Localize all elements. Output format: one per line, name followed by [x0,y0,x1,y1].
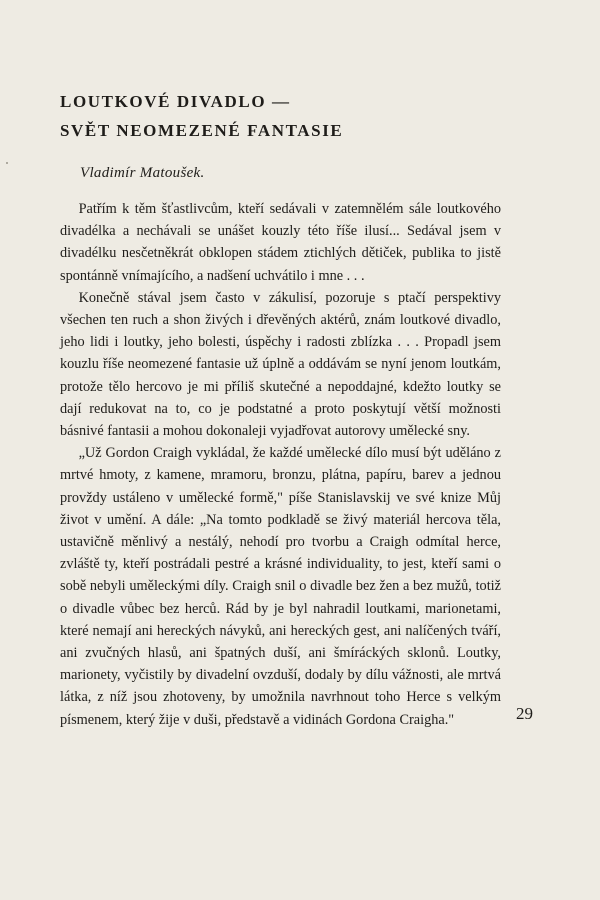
paragraph-2: Konečně stával jsem často v zákulisí, pozoruje s ptačí perspektivy všechen ten ruch a shon živých i dřevěných aktérů, znám loutkové divadlo, jeho lidi i loutky, jeho bolesti, úspěchy i radosti zblízka . . . Propadl jsem kouzlu říše neomezené fantasie už úplně a oddávám se nyní jenom loutkám, protože tělo hercovo je mi příliš skutečné a nepoddajné, kdežto loutky se dají redukovat na to, co je podstatné a proto poskytují větší možnosti básnivé fantasii a mohou dokonaleji vyjadřovat autorovy umělecké sny. [60,289,501,440]
author-name: Vladimír Matoušek. [80,165,205,181]
paragraph-1: Patřím k těm šťastlivcům, kteří sedávali v zatemnělém sále loutkového divadélka a nechávali se unášet kouzly této říše ilusí... Sedával jsem v divadélku nesčetněkrát obklopen stádem ztichlých dětiček, publika to jistě spontánně vnímajícího, a nadšení uchvátilo i mne . . . [60,201,501,284]
article-body [60,198,501,731]
page-number: 29 [516,704,533,723]
paragraph-3: „Už Gordon Craigh vykládal, že každé umělecké dílo musí být uděláno z mrtvé hmoty, z kamene, mramoru, bronzu, plátna, papíru, barev a jednou provždy ustáleno v umělecké formě," píše Stanislavskij ve své knize Můj život v umění. A dále: „Na tomto podkladě se živý materiál hercova těla, ustavičně měnlivý a nestálý, nehodí pro tvorbu a Craigh odmítal herce, zvláště ty, kteří postrádali pestré a krásné individuality, to jest, kteří sami o sobě nebyli uměleckými díly. Craigh snil o divadle bez žen a bez mužů, totiž o divadle vůbec bez herců. Rád by je byl nahradil loutkami, marionetami, které nemají ani hereckých návyků, ani hereckých gest, ani nalíčených tváří, ani zvučných hlasů, ani špatných duší, ani šmíráckých sklonů. Loutky, marionety, vyčistily by divadelní ovzduší, dodaly by dílu vážnosti, ale mrtvá látka, z níž jsou zhotoveny, by umožnila navrhnout toho Herce s velkým písmenem, který žije v duši, představě a vidinách Gordona Craigha." [60,445,501,728]
article-title-line-1: LOUTKOVÉ DIVADLO — [60,92,291,111]
article-title-line-2: SVĚT NEOMEZENÉ FANTASIE [60,121,344,140]
page-speck [6,162,8,164]
